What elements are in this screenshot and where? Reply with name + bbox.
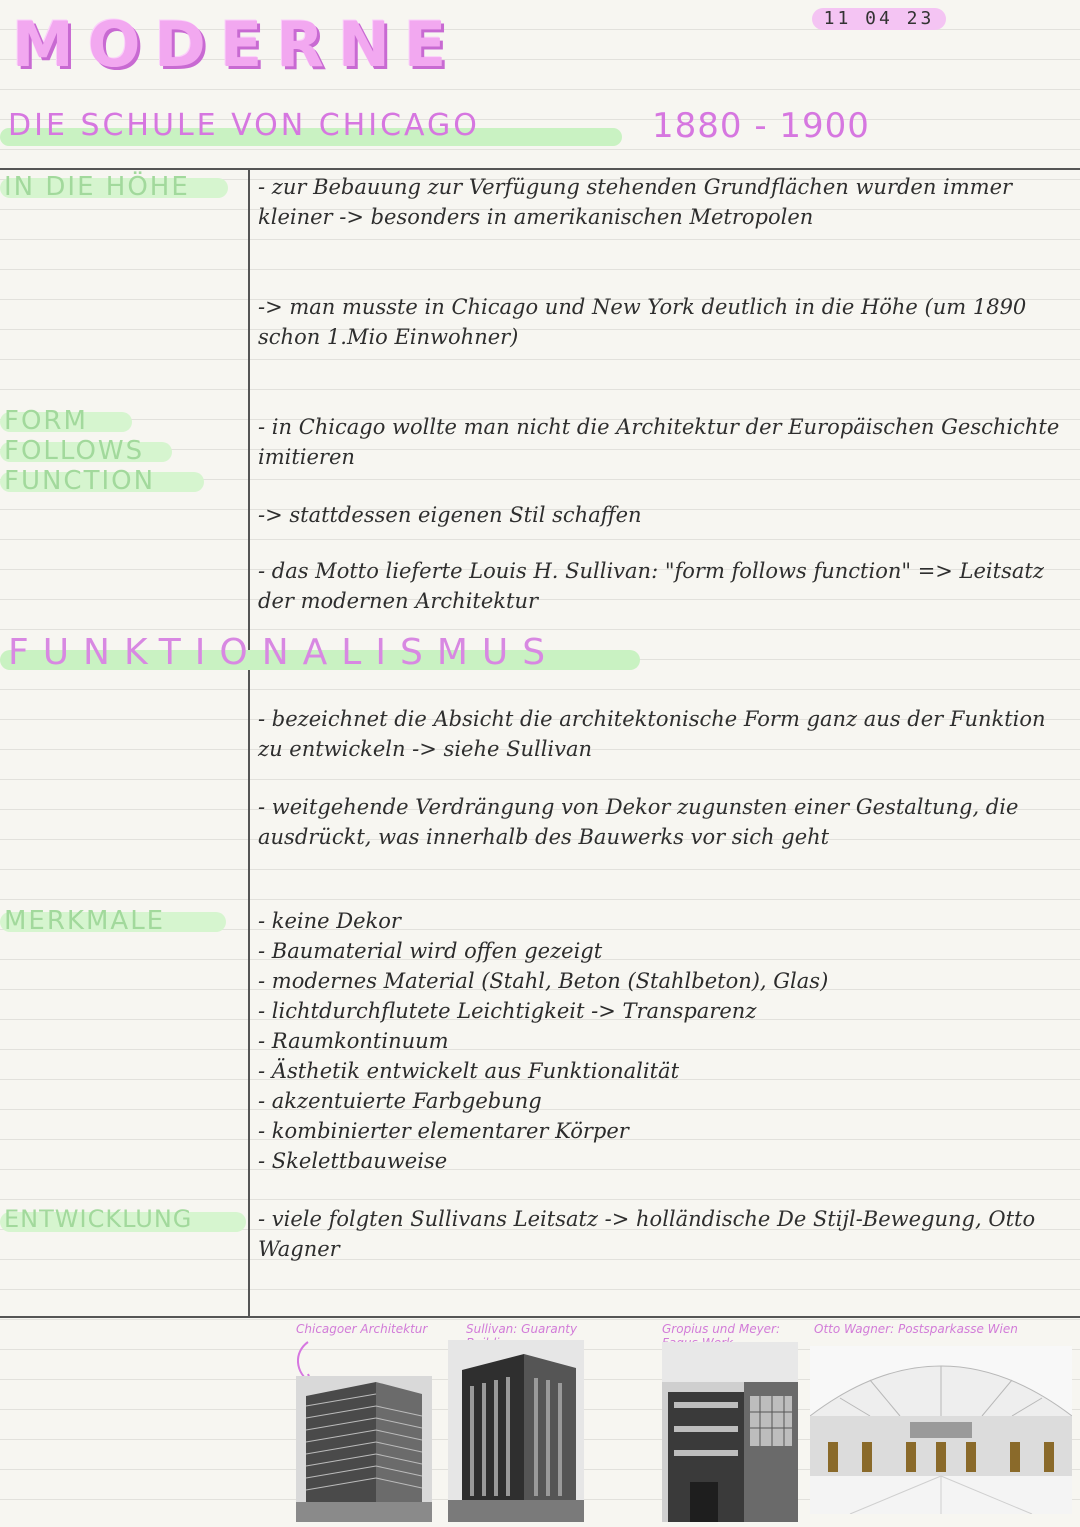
keyword-function: FUNCTION	[4, 466, 156, 496]
note-in-die-hoehe-1: - zur Bebauung zur Verfügung stehenden Grundflächen wurden immer kleiner -> besonders in amerikanischen Metropolen	[258, 175, 1013, 229]
years: 1880 - 1900	[652, 106, 870, 146]
keyword-in-die-hoehe: IN DIE HÖHE	[4, 172, 190, 202]
list-item: - Skelettbauweise	[258, 1146, 1058, 1176]
list-item: - Raumkontinuum	[258, 1026, 1058, 1056]
top-rule	[0, 168, 1080, 170]
keyword-merkmale: MERKMALE	[4, 906, 166, 936]
merkmale-list	[258, 906, 1058, 1176]
note-in-die-hoehe-2: -> man musste in Chicago und New York deutlich in die Höhe (um 1890 schon 1.Mio Einwohner)	[258, 295, 1027, 349]
bottom-rule	[0, 1316, 1080, 1318]
list-item: - akzentuierte Farbgebung	[258, 1086, 1058, 1116]
keyword-entwicklung: ENTWICKLUNG	[4, 1205, 193, 1233]
note-funkt-2: - weitgehende Verdrängung von Dekor zugunsten einer Gestaltung, die ausdrückt, was innerhalb des Bauwerks vor sich geht	[258, 795, 1019, 849]
keyword-form: FORM	[4, 406, 88, 436]
caption-guaranty: Sullivan: Guaranty	[466, 1322, 578, 1336]
keyword-follows: FOLLOWS	[4, 436, 145, 466]
photo-fagus-werk	[662, 1342, 798, 1522]
note-entwicklung: - viele folgten Sullivans Leitsatz -> holländische De Stijl-Bewegung, Otto Wagner	[258, 1207, 1036, 1261]
list-item: - lichtdurchflutete Leichtigkeit -> Transparenz	[258, 996, 1058, 1026]
list-item: - modernes Material (Stahl, Beton (Stahlbeton), Glas)	[258, 966, 1058, 996]
date-badge: 11 04 23	[812, 8, 946, 30]
list-item: - kombinierter elementarer Körper	[258, 1116, 1058, 1146]
caption-fagus: Gropius und Meyer:	[662, 1322, 781, 1336]
list-item: - Ästhetik entwickelt aus Funktionalität	[258, 1056, 1058, 1086]
list-item: - keine Dekor	[258, 906, 1058, 936]
list-item: - Baumaterial wird offen gezeigt	[258, 936, 1058, 966]
page-title: MODERNE	[12, 8, 461, 81]
photo-postsparkasse-wien	[810, 1346, 1072, 1514]
note-funkt-1: - bezeichnet die Absicht die architektonische Form ganz aus der Funktion zu entwickeln -> siehe Sullivan	[258, 707, 1046, 761]
caption-postsparkasse: Otto Wagner: Postsparkasse Wien	[814, 1322, 1018, 1336]
photo-guaranty-building	[448, 1340, 584, 1522]
note-fff-2: -> stattdessen eigenen Stil schaffen	[258, 503, 642, 527]
note-fff-3: - das Motto lieferte Louis H. Sullivan: "form follows function" => Leitsatz der modernen Architektur	[258, 559, 1044, 613]
caption-chicago: Chicagoer Architektur	[296, 1322, 428, 1336]
photo-chicago-architecture	[296, 1376, 432, 1522]
margin-rule	[248, 170, 250, 1316]
subtitle: DIE SCHULE VON CHICAGO	[8, 108, 480, 143]
keyword-funktionalismus: FUNKTIONALISMUS	[8, 632, 560, 673]
note-fff-1: - in Chicago wollte man nicht die Architektur der Europäischen Geschichte imitieren	[258, 415, 1060, 469]
